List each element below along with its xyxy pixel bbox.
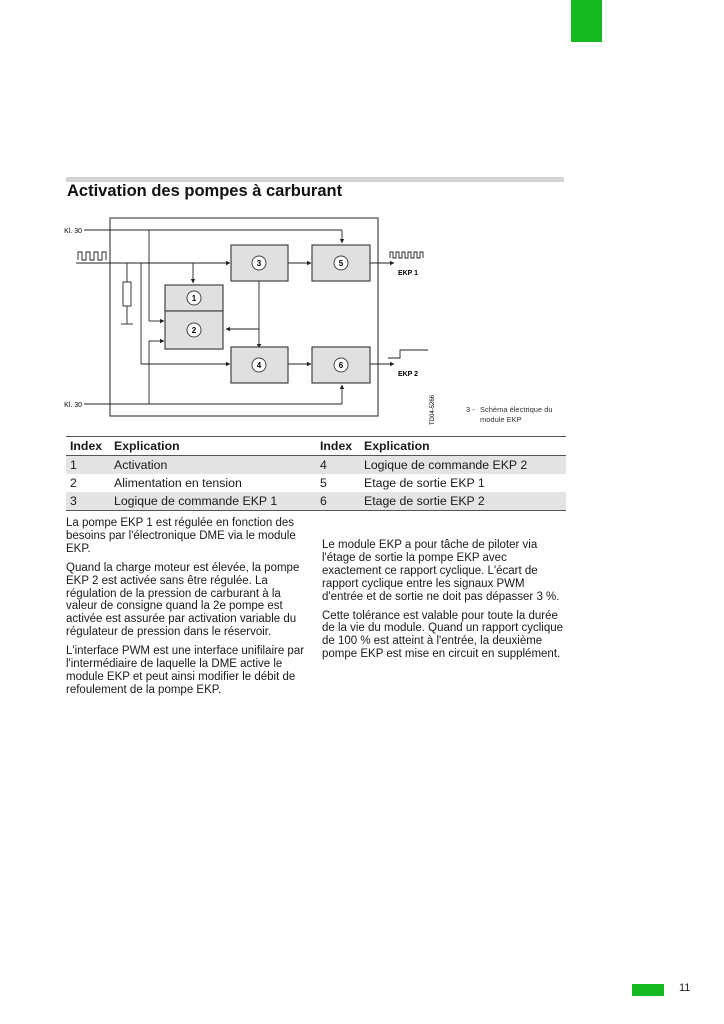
box-label-3: 3 [256,259,262,268]
terminal-top-label: Kl. 30 [64,228,82,235]
output-ekp2-label: EKP 2 [397,371,419,378]
step-output-wave [388,350,428,358]
table-cell: Logique de commande EKP 2 [360,456,566,475]
table-cell: Activation [110,456,316,475]
body-paragraph: Cette tolérance est valable pour toute la durée de la vie du module. Quand un rapport cyclique de 100 % est atteint à l'entrée, la deuxième pompe EKP est mise en circuit en supplément. [322,609,564,661]
table-cell: 2 [70,476,77,490]
body-paragraph: La pompe EKP 1 est régulée en fonction des besoins par l'électronique DME via le module EKP. [66,517,296,555]
header-explication-1: Explication [110,437,316,456]
table-header-row [66,437,566,456]
table-cell: 4 [316,456,360,475]
page-number-accent [632,984,664,996]
pwm-output-wave [390,252,423,258]
body-paragraph: Le module EKP a pour tâche de piloter via l'étage de sortie la pompe EKP avec exactement ce rapport cyclique. L'écart de rapport cyclique entre les signaux PWM d'entrée et de sortie ne doit pas dépasser 3 %. [322,539,560,603]
table-cell: 1 [66,456,110,475]
page-number: 11 [679,982,691,994]
box-label-5: 5 [338,259,344,268]
corner-accent-tab [571,0,602,42]
table-cell: Logique de commande EKP 1 [110,492,316,511]
box-label-1: 1 [191,294,197,303]
box-label-2: 2 [191,326,197,335]
body-paragraph: Quand la charge moteur est élevée, la pompe EKP 2 est activée sans être régulée. La régulation de la pression de carburant à la valeur de consigne quand la 2e pompe est activée est assurée par activation variable du régulateur de pression dans le réservoir. [66,561,300,639]
table-row [66,474,566,492]
table-cell: 5 [320,476,327,490]
table-cell: Etage de sortie EKP 1 [364,476,485,490]
index-table [66,436,566,511]
table-cell: Etage de sortie EKP 2 [360,492,566,511]
caption-text: Schéma électrique du module EKP [480,405,553,424]
table-row [66,492,566,511]
diagram-ref-code: TD04-5266 [430,394,436,425]
terminal-bottom-label: Kl. 30 [64,402,82,409]
pwm-input-wave [78,252,106,260]
table-cell: Alimentation en tension [114,476,242,490]
body-column-left [66,517,310,703]
box-label-4: 4 [256,361,262,370]
page-title: Activation des pompes à carburant [67,182,343,200]
table-cell: 3 [66,492,110,511]
table-row [66,456,566,475]
ekp-module-diagram [66,212,446,427]
caption-number: 3 - [466,405,475,414]
header-index-2: Index [316,437,360,456]
header-index-1: Index [66,437,110,456]
header-explication-2: Explication [360,437,566,456]
table-cell: 6 [316,492,360,511]
body-column-right [322,539,566,667]
box-label-6: 6 [338,361,344,370]
output-ekp1-label: EKP 1 [397,270,419,277]
body-paragraph: L'interface PWM est une interface unifilaire par l'intermédiaire de laquelle la DME active le module EKP et peut ainsi modifier le débit de refoulement de la pompe EKP. [66,645,305,696]
